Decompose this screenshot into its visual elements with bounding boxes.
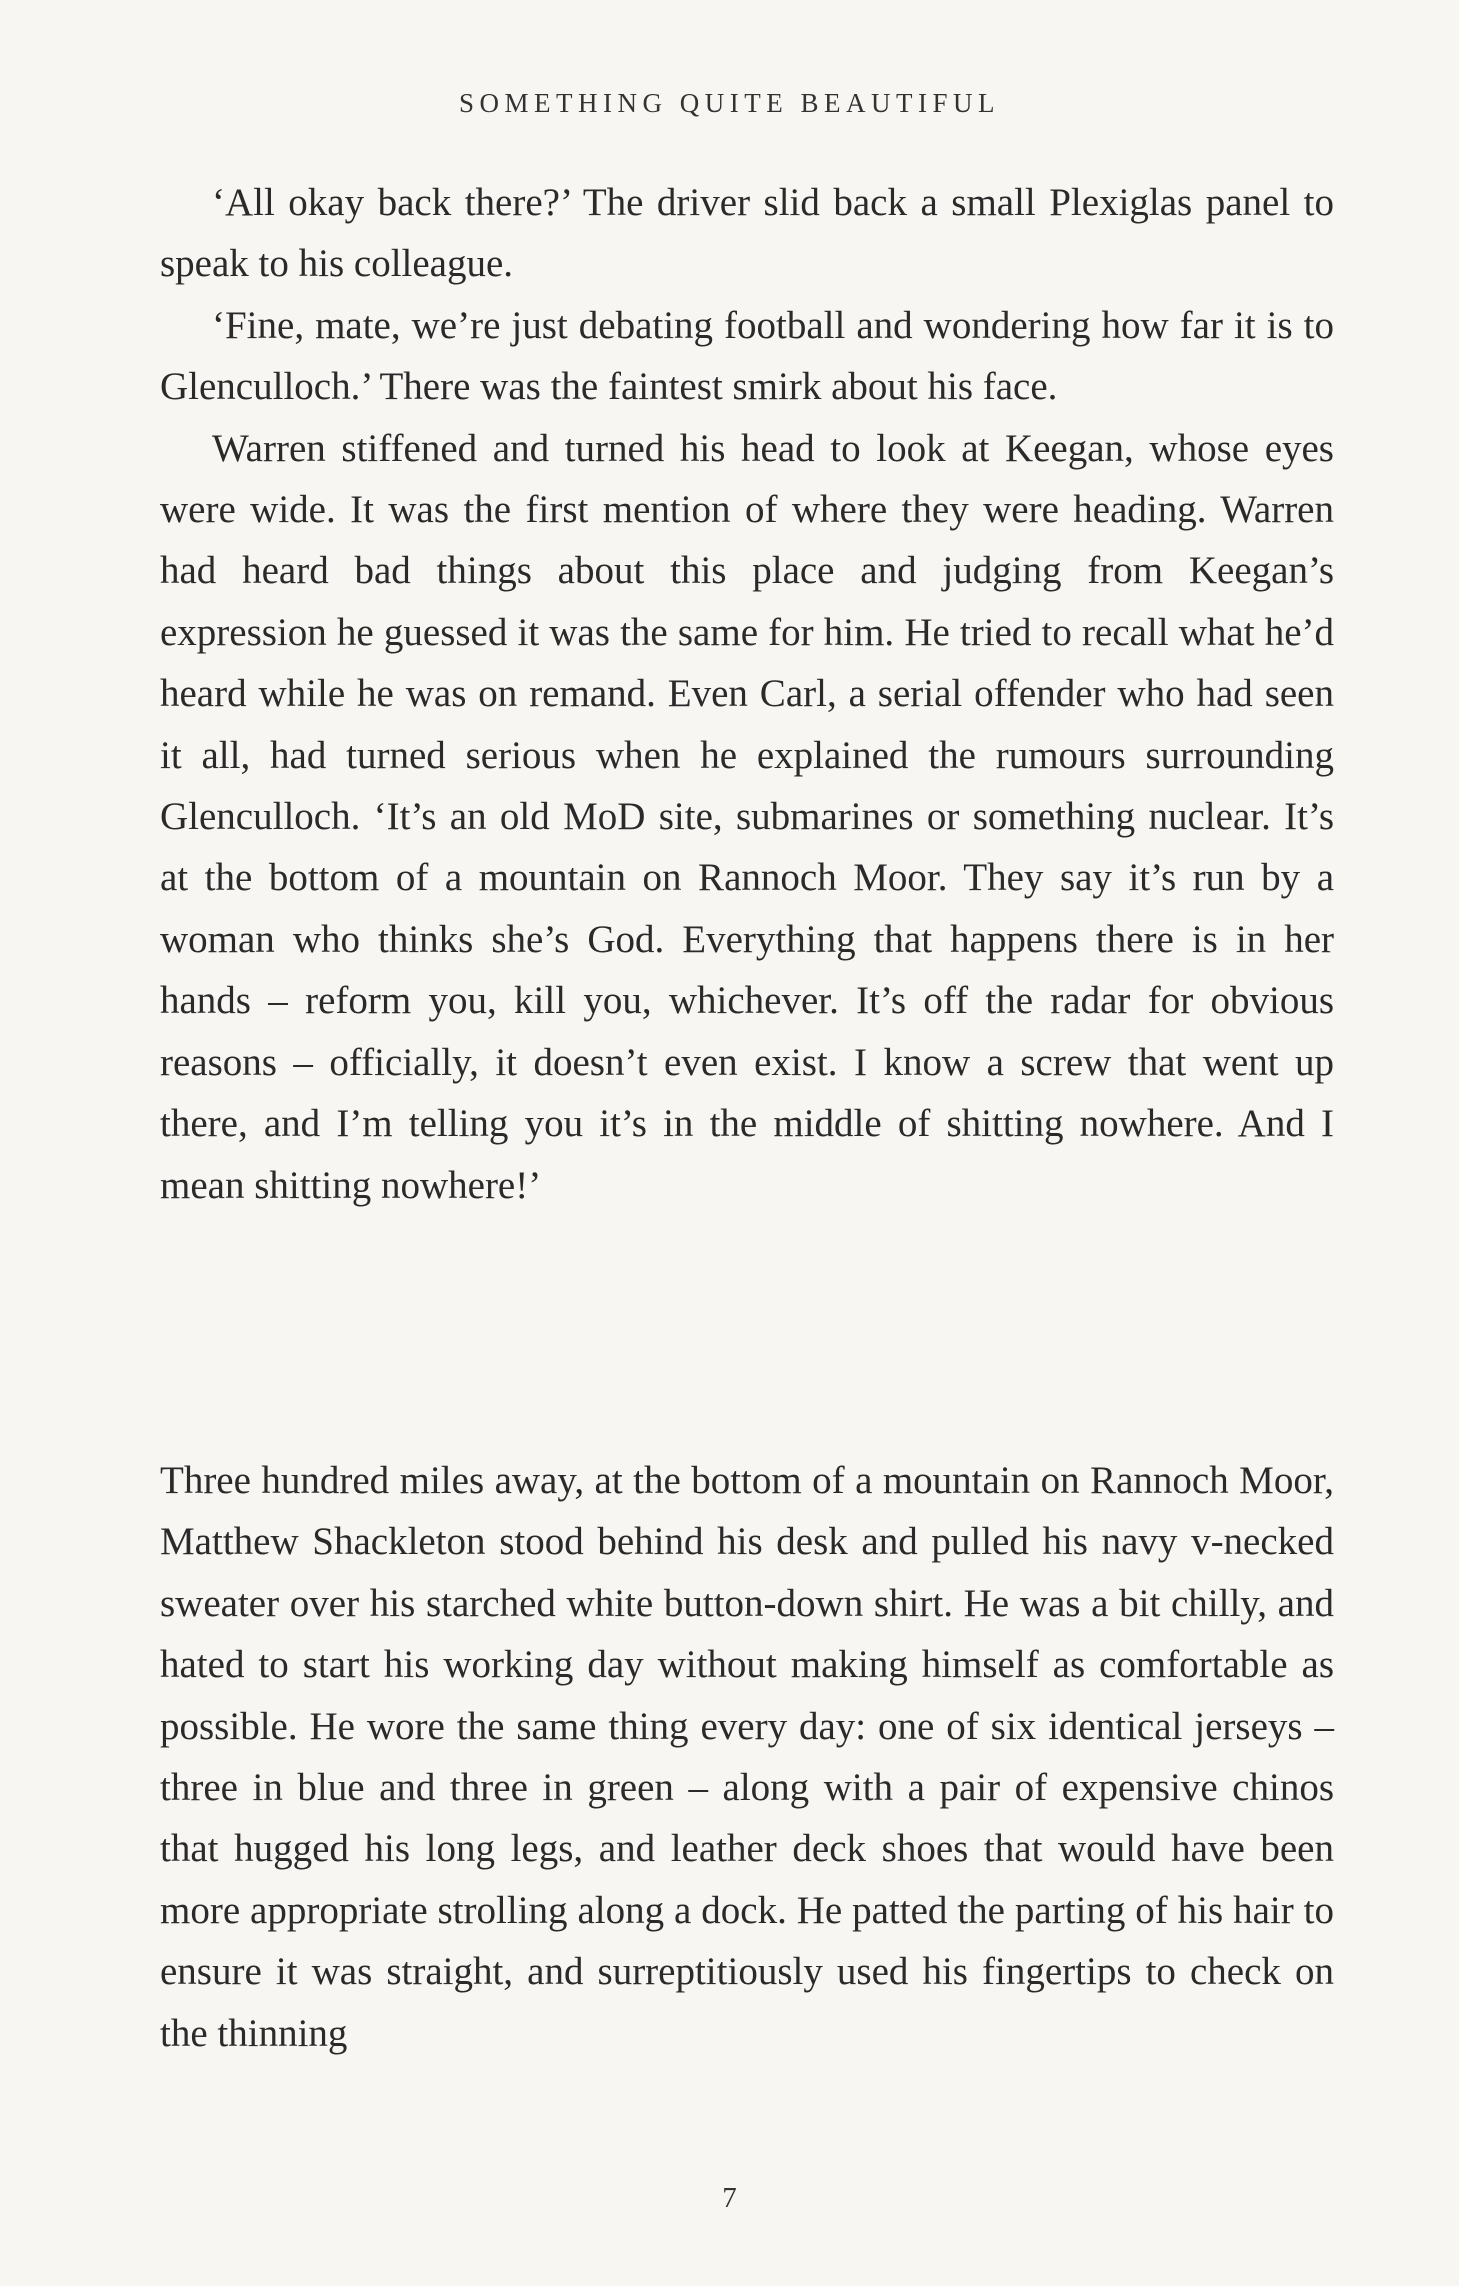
running-head: SOMETHING QUITE BEAUTIFUL	[459, 88, 1000, 118]
paragraph: Warren stiffened and turned his head to look at Keegan, whose eyes were wide. It was the first mention of where they were heading. Warren had heard bad things about this place and judging from Keegan’s expression he guessed it was the same for him. He tried to recall what he’d heard while he was on remand. Even Carl, a serial offender who had seen it all, had turned serious when he explained the rumours surrounding Glenculloch. ‘It’s an old MoD site, submarines or something nuclear. It’s at the bottom of a mountain on Rannoch Moor. They say it’s run by a woman who thinks she’s God. Everything that happens there is in her hands – reform you, kill you, whichever. It’s off the radar for obvious reasons – officially, it doesn’t even exist. I know a screw that went up there, and I’m telling you it’s in the middle of shitting nowhere. And I mean shitting nowhere!’	[160, 426, 1334, 1207]
text-section-1	[160, 172, 1334, 1216]
paragraph: ‘All okay back there?’ The driver slid back a small Plexiglas panel to speak to his colleague.	[160, 181, 1334, 286]
text-section-2	[160, 1450, 1334, 2064]
paragraph: Three hundred miles away, at the bottom of a mountain on Rannoch Moor, Matthew Shackleton stood behind his desk and pulled his navy v-necked sweater over his starched white button-down shirt. He was a bit chilly, and hated to start his working day without making himself as comfortable as possible. He wore the same thing every day: one of six identical jerseys – three in blue and three in green – along with a pair of expensive chinos that hugged his long legs, and leather deck shoes that would have been more appropriate strolling along a dock. He patted the parting of his hair to ensure it was straight, and surreptitiously used his fingertips to check on the thinning	[160, 1459, 1334, 2055]
paragraph: ‘Fine, mate, we’re just debating football and wondering how far it is to Glenculloch.’ There was the faintest smirk about his face.	[160, 303, 1334, 409]
page-number: 7	[722, 2182, 737, 2214]
